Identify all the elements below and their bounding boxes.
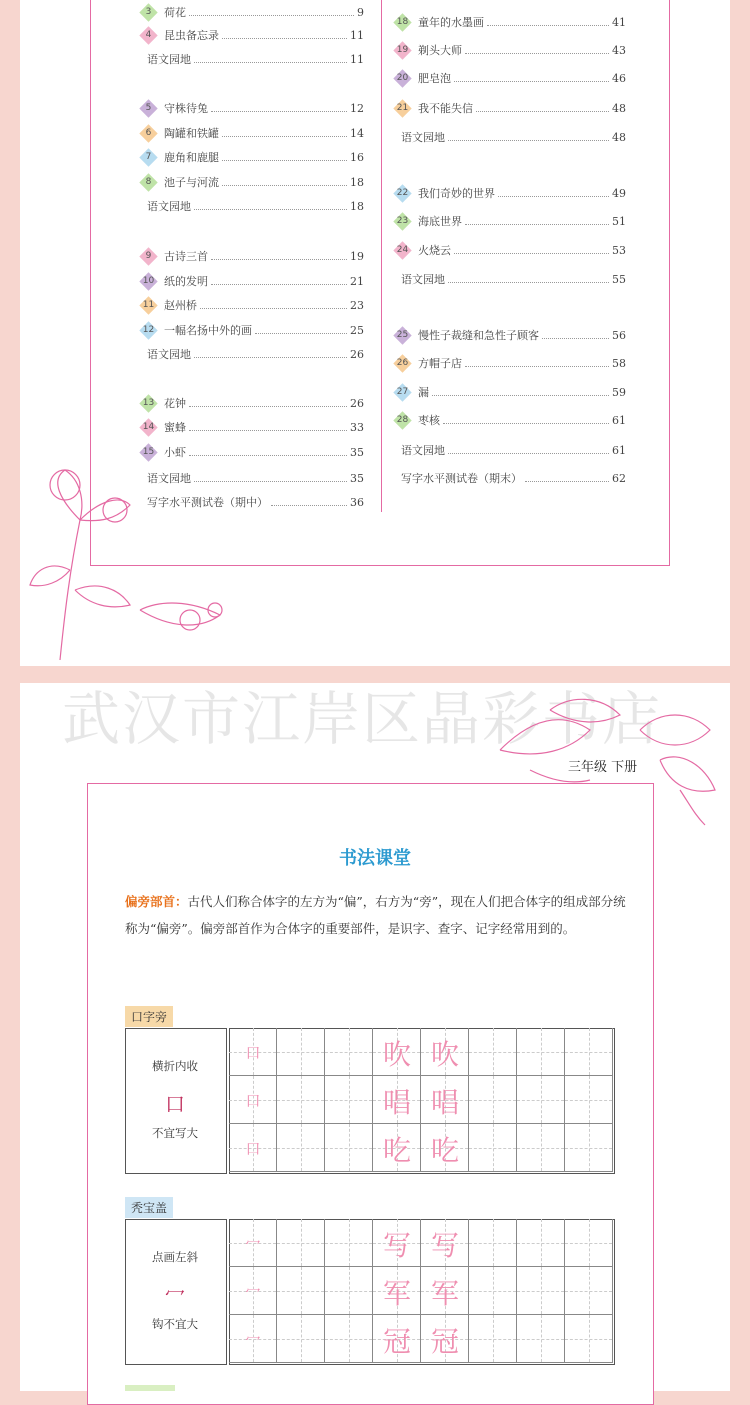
lesson-number: 14 bbox=[142, 421, 155, 432]
lesson-term: 偏旁部首： bbox=[125, 894, 188, 909]
toc-entry bbox=[142, 99, 364, 117]
toc-title: 纸的发明 bbox=[164, 275, 208, 288]
lesson-number: 18 bbox=[396, 16, 409, 27]
toc-leader bbox=[194, 56, 347, 63]
lesson-number: 6 bbox=[145, 127, 152, 138]
lesson-number-badge bbox=[139, 272, 157, 290]
toc-entry bbox=[147, 50, 364, 68]
toc-entry bbox=[142, 3, 364, 21]
grid-cell[interactable] bbox=[517, 1267, 565, 1315]
toc-entry bbox=[142, 272, 364, 290]
grid-cell[interactable] bbox=[517, 1315, 565, 1363]
toc-title: 肥皂泡 bbox=[418, 72, 451, 85]
lesson-number: 26 bbox=[396, 357, 409, 368]
grid-cell[interactable] bbox=[277, 1076, 325, 1124]
lesson-number: 12 bbox=[142, 324, 155, 335]
lesson-number: 3 bbox=[145, 6, 152, 17]
toc-entry bbox=[142, 173, 364, 191]
toc-leader bbox=[448, 134, 609, 141]
toc-entry bbox=[396, 69, 626, 87]
toc-page-number: 48 bbox=[612, 101, 626, 115]
toc-leader bbox=[222, 32, 347, 39]
character-trace: 军 bbox=[430, 1277, 459, 1310]
lesson-number-badge bbox=[139, 148, 157, 166]
toc-entry bbox=[401, 128, 626, 146]
toc-title: 语文园地 bbox=[147, 472, 191, 485]
toc-page-number: 36 bbox=[350, 495, 364, 509]
toc-entry bbox=[142, 394, 364, 412]
toc-page-number: 61 bbox=[612, 443, 626, 457]
toc-title: 语文园地 bbox=[401, 444, 445, 457]
toc-page-number: 16 bbox=[350, 150, 364, 164]
grid-cell[interactable] bbox=[565, 1076, 613, 1124]
toc-leader bbox=[211, 278, 347, 285]
lesson-number-badge bbox=[393, 212, 411, 230]
toc-page-number: 12 bbox=[350, 101, 364, 115]
lesson-number-badge bbox=[393, 326, 411, 344]
radical-trace: 口 bbox=[245, 1044, 261, 1062]
toc-entry bbox=[396, 241, 626, 259]
toc-page-number: 18 bbox=[350, 175, 364, 189]
grid-cell[interactable] bbox=[277, 1124, 325, 1172]
lesson-number: 8 bbox=[145, 176, 152, 187]
lesson-number: 22 bbox=[396, 187, 409, 198]
grade-label: 三年级 下册 bbox=[568, 760, 638, 775]
grid-cell[interactable] bbox=[565, 1267, 613, 1315]
grid-cell[interactable] bbox=[469, 1124, 517, 1172]
toc-leader bbox=[448, 276, 609, 283]
lesson-number: 15 bbox=[142, 446, 155, 457]
toc-title: 昆虫备忘录 bbox=[164, 29, 219, 42]
toc-title: 语文园地 bbox=[147, 348, 191, 361]
toc-page-number: 18 bbox=[350, 199, 364, 213]
lesson-number-badge bbox=[139, 394, 157, 412]
grid-cell[interactable] bbox=[325, 1076, 373, 1124]
toc-page-number: 35 bbox=[350, 445, 364, 459]
toc-page-number: 33 bbox=[350, 420, 364, 434]
toc-page-number: 43 bbox=[612, 43, 626, 57]
toc-page-number: 56 bbox=[612, 328, 626, 342]
toc-leader bbox=[255, 327, 347, 334]
lesson-number-badge bbox=[393, 241, 411, 259]
grid-cell[interactable] bbox=[277, 1267, 325, 1315]
tip-top: 横折内收 bbox=[152, 1059, 198, 1073]
radical-trace: 口 bbox=[245, 1092, 261, 1110]
grid-cell[interactable] bbox=[325, 1028, 373, 1076]
toc-entry bbox=[396, 354, 626, 372]
toc-page-number: 61 bbox=[612, 413, 626, 427]
lesson-number: 4 bbox=[145, 29, 152, 40]
character-trace: 军 bbox=[382, 1277, 411, 1310]
grid-cell[interactable] bbox=[277, 1028, 325, 1076]
toc-leader bbox=[454, 75, 609, 82]
toc-leader bbox=[194, 351, 347, 358]
lesson-number: 10 bbox=[142, 275, 155, 286]
toc-title: 古诗三首 bbox=[164, 250, 208, 263]
lesson-number: 7 bbox=[145, 151, 152, 162]
lesson-number-badge bbox=[139, 124, 157, 142]
toc-entry bbox=[396, 411, 626, 429]
character-trace: 写 bbox=[430, 1229, 459, 1262]
toc-entry bbox=[142, 321, 364, 339]
grid-cell[interactable] bbox=[469, 1315, 517, 1363]
toc-leader bbox=[542, 332, 609, 339]
toc-title: 蜜蜂 bbox=[164, 421, 186, 434]
toc-leader bbox=[443, 417, 609, 424]
grid-cell[interactable] bbox=[469, 1267, 517, 1315]
toc-title: 火烧云 bbox=[418, 244, 451, 257]
grid-cell[interactable] bbox=[277, 1315, 325, 1363]
toc-page-number: 59 bbox=[612, 385, 626, 399]
tip-bottom: 钩不宜大 bbox=[152, 1317, 198, 1331]
next-section-tag bbox=[125, 1385, 175, 1391]
grid-cell[interactable] bbox=[517, 1124, 565, 1172]
section-tag: 秃宝盖 bbox=[125, 1197, 173, 1218]
lesson-number-badge bbox=[139, 296, 157, 314]
lesson-number-badge bbox=[393, 383, 411, 401]
toc-entry bbox=[396, 13, 626, 31]
lesson-number-badge bbox=[393, 69, 411, 87]
toc-page-number: 19 bbox=[350, 249, 364, 263]
character-trace: 吹 bbox=[430, 1038, 459, 1071]
toc-page-number: 26 bbox=[350, 347, 364, 361]
lesson-number: 27 bbox=[396, 386, 409, 397]
lesson-number-badge bbox=[139, 418, 157, 436]
toc-entry bbox=[401, 469, 626, 487]
lesson-number: 24 bbox=[396, 244, 409, 255]
toc-entry bbox=[142, 296, 364, 314]
character-trace: 吃 bbox=[430, 1134, 459, 1167]
toc-title: 荷花 bbox=[164, 6, 186, 19]
radical-sample: 口 bbox=[165, 1092, 185, 1116]
toc-title: 剃头大师 bbox=[418, 44, 462, 57]
lesson-number: 5 bbox=[145, 102, 152, 113]
lesson-number: 23 bbox=[396, 215, 409, 226]
toc-leader bbox=[189, 424, 347, 431]
toc-leader bbox=[189, 449, 347, 456]
toc-title: 语文园地 bbox=[147, 200, 191, 213]
toc-entry bbox=[396, 184, 626, 202]
toc-leader bbox=[189, 400, 347, 407]
lesson-number: 25 bbox=[396, 329, 409, 340]
radical-trace: 口 bbox=[245, 1140, 261, 1158]
toc-leader bbox=[189, 9, 354, 16]
toc-title: 写字水平测试卷（期中） bbox=[147, 496, 268, 509]
toc-title: 枣核 bbox=[418, 414, 440, 427]
toc-page-number: 26 bbox=[350, 396, 364, 410]
lesson-number: 19 bbox=[396, 44, 409, 55]
grid-cell[interactable] bbox=[469, 1028, 517, 1076]
toc-page-number: 11 bbox=[350, 52, 364, 66]
lesson-number-badge bbox=[393, 411, 411, 429]
toc-leader bbox=[525, 475, 609, 482]
toc-title: 我们奇妙的世界 bbox=[418, 187, 495, 200]
toc-entry bbox=[396, 99, 626, 117]
toc-entry bbox=[396, 383, 626, 401]
toc-title: 慢性子裁缝和急性子顾客 bbox=[418, 329, 539, 342]
lesson-number-badge bbox=[393, 41, 411, 59]
lesson-number-badge bbox=[139, 247, 157, 265]
toc-leader bbox=[476, 105, 609, 112]
toc-leader bbox=[465, 218, 609, 225]
toc-leader bbox=[200, 302, 347, 309]
toc-page-number: 9 bbox=[357, 5, 364, 19]
grid-cell[interactable] bbox=[565, 1315, 613, 1363]
radical-trace: 冖 bbox=[245, 1283, 261, 1301]
toc-leader bbox=[498, 190, 609, 197]
lesson-number: 13 bbox=[142, 397, 155, 408]
toc-page-number: 49 bbox=[612, 186, 626, 200]
lesson-number-badge bbox=[139, 173, 157, 191]
toc-leader bbox=[465, 47, 609, 54]
toc-entry bbox=[401, 441, 626, 459]
toc-entry bbox=[147, 345, 364, 363]
toc-page-number: 25 bbox=[350, 323, 364, 337]
lesson-title: 书法课堂 bbox=[339, 848, 411, 869]
toc-title: 漏 bbox=[418, 386, 429, 399]
lesson-number-badge bbox=[393, 13, 411, 31]
lesson-number: 21 bbox=[396, 102, 409, 113]
character-trace: 唱 bbox=[382, 1086, 411, 1119]
toc-page-number: 51 bbox=[612, 214, 626, 228]
grid-cell[interactable] bbox=[325, 1267, 373, 1315]
toc-entry bbox=[142, 148, 364, 166]
toc-title: 我不能失信 bbox=[418, 102, 473, 115]
watermark: 武汉市江岸区晶彩书店 bbox=[62, 685, 663, 753]
toc-title: 海底世界 bbox=[418, 215, 462, 228]
lesson-number: 20 bbox=[396, 72, 409, 83]
toc-entry bbox=[142, 124, 364, 142]
toc-entry bbox=[396, 212, 626, 230]
character-trace: 吃 bbox=[382, 1134, 411, 1167]
toc-page-number: 58 bbox=[612, 356, 626, 370]
toc-title: 池子与河流 bbox=[164, 176, 219, 189]
grid-cell[interactable] bbox=[325, 1124, 373, 1172]
toc-leader bbox=[222, 130, 347, 137]
toc-title: 守株待兔 bbox=[164, 102, 208, 115]
toc-title: 语文园地 bbox=[147, 53, 191, 66]
lesson-body: 古代人们称合体字的左方为“偏”，右方为“旁”，现在人们把合体字的组成部分统称为“偏旁”。偏旁部首作为合体字的重要部件，是识字、查字、记字经常用到的。 bbox=[125, 894, 626, 936]
toc-entry bbox=[142, 418, 364, 436]
toc-title: 语文园地 bbox=[401, 273, 445, 286]
toc-page-number: 46 bbox=[612, 71, 626, 85]
toc-leader bbox=[222, 154, 347, 161]
toc-title: 鹿角和鹿腿 bbox=[164, 151, 219, 164]
toc-entry bbox=[142, 443, 364, 461]
lesson-number: 11 bbox=[142, 299, 155, 310]
grid-cell[interactable] bbox=[565, 1219, 613, 1267]
tip-bottom: 不宜写大 bbox=[152, 1126, 198, 1140]
section-tag: 口字旁 bbox=[125, 1006, 173, 1027]
toc-page-number: 21 bbox=[350, 274, 364, 288]
toc-title: 小虾 bbox=[164, 446, 186, 459]
character-trace: 吹 bbox=[382, 1038, 411, 1071]
toc-leader bbox=[222, 179, 347, 186]
toc-title: 方帽子店 bbox=[418, 357, 462, 370]
toc-page-number: 23 bbox=[350, 298, 364, 312]
character-trace: 冠 bbox=[430, 1325, 459, 1358]
toc-page-number: 55 bbox=[612, 272, 626, 286]
lesson-number-badge bbox=[139, 321, 157, 339]
toc-title: 赵州桥 bbox=[164, 299, 197, 312]
toc-title: 陶罐和铁罐 bbox=[164, 127, 219, 140]
toc-leader bbox=[465, 360, 609, 367]
toc-divider bbox=[381, 0, 382, 512]
toc-leader bbox=[432, 389, 609, 396]
toc-title: 花钟 bbox=[164, 397, 186, 410]
toc-title: 语文园地 bbox=[401, 131, 445, 144]
grid-cell[interactable] bbox=[517, 1076, 565, 1124]
grid-cell[interactable] bbox=[517, 1028, 565, 1076]
toc-page-number: 53 bbox=[612, 243, 626, 257]
tip-top: 点画左斜 bbox=[152, 1250, 198, 1264]
toc-leader bbox=[454, 247, 609, 254]
toc-page-number: 48 bbox=[612, 130, 626, 144]
grid-cell[interactable] bbox=[277, 1219, 325, 1267]
toc-entry bbox=[401, 270, 626, 288]
toc-leader bbox=[194, 203, 347, 210]
toc-page-number: 14 bbox=[350, 126, 364, 140]
toc-entry bbox=[142, 26, 364, 44]
grid-cell[interactable] bbox=[469, 1076, 517, 1124]
grid-cell[interactable] bbox=[517, 1219, 565, 1267]
lesson-number-badge bbox=[393, 99, 411, 117]
lesson-number-badge bbox=[139, 443, 157, 461]
radical-trace: 冖 bbox=[245, 1331, 261, 1349]
toc-entry bbox=[396, 41, 626, 59]
radical-sample: 冖 bbox=[165, 1283, 185, 1307]
grid-cell[interactable] bbox=[469, 1219, 517, 1267]
grid-cell[interactable] bbox=[325, 1315, 373, 1363]
toc-leader bbox=[211, 105, 347, 112]
toc-leader bbox=[211, 253, 347, 260]
lesson-number-badge bbox=[139, 26, 157, 44]
grid-cell[interactable] bbox=[325, 1219, 373, 1267]
grid-cell[interactable] bbox=[565, 1124, 613, 1172]
toc-title: 写字水平测试卷（期末） bbox=[401, 472, 522, 485]
toc-title: 一幅名扬中外的画 bbox=[164, 324, 252, 337]
flower-illustration bbox=[20, 460, 240, 666]
toc-entry bbox=[147, 197, 364, 215]
toc-entry bbox=[396, 326, 626, 344]
lesson-number-badge bbox=[139, 99, 157, 117]
grid-cell[interactable] bbox=[565, 1028, 613, 1076]
lesson-intro bbox=[125, 888, 630, 942]
toc-entry bbox=[142, 247, 364, 265]
lesson-number-badge bbox=[393, 354, 411, 372]
toc-page-number: 62 bbox=[612, 471, 626, 485]
lesson-number: 28 bbox=[396, 414, 409, 425]
lesson-number-badge bbox=[139, 3, 157, 21]
toc-page-number: 35 bbox=[350, 471, 364, 485]
toc-page-number: 11 bbox=[350, 28, 364, 42]
toc-leader bbox=[271, 499, 347, 506]
toc-page-number: 41 bbox=[612, 15, 626, 29]
radical-trace: 冖 bbox=[245, 1235, 261, 1253]
toc-leader bbox=[487, 19, 609, 26]
toc-leader bbox=[448, 447, 609, 454]
character-trace: 写 bbox=[382, 1229, 411, 1262]
lesson-number-badge bbox=[393, 184, 411, 202]
lesson-number: 9 bbox=[145, 250, 152, 261]
character-trace: 唱 bbox=[430, 1086, 459, 1119]
character-trace: 冠 bbox=[382, 1325, 411, 1358]
toc-title: 童年的水墨画 bbox=[418, 16, 484, 29]
